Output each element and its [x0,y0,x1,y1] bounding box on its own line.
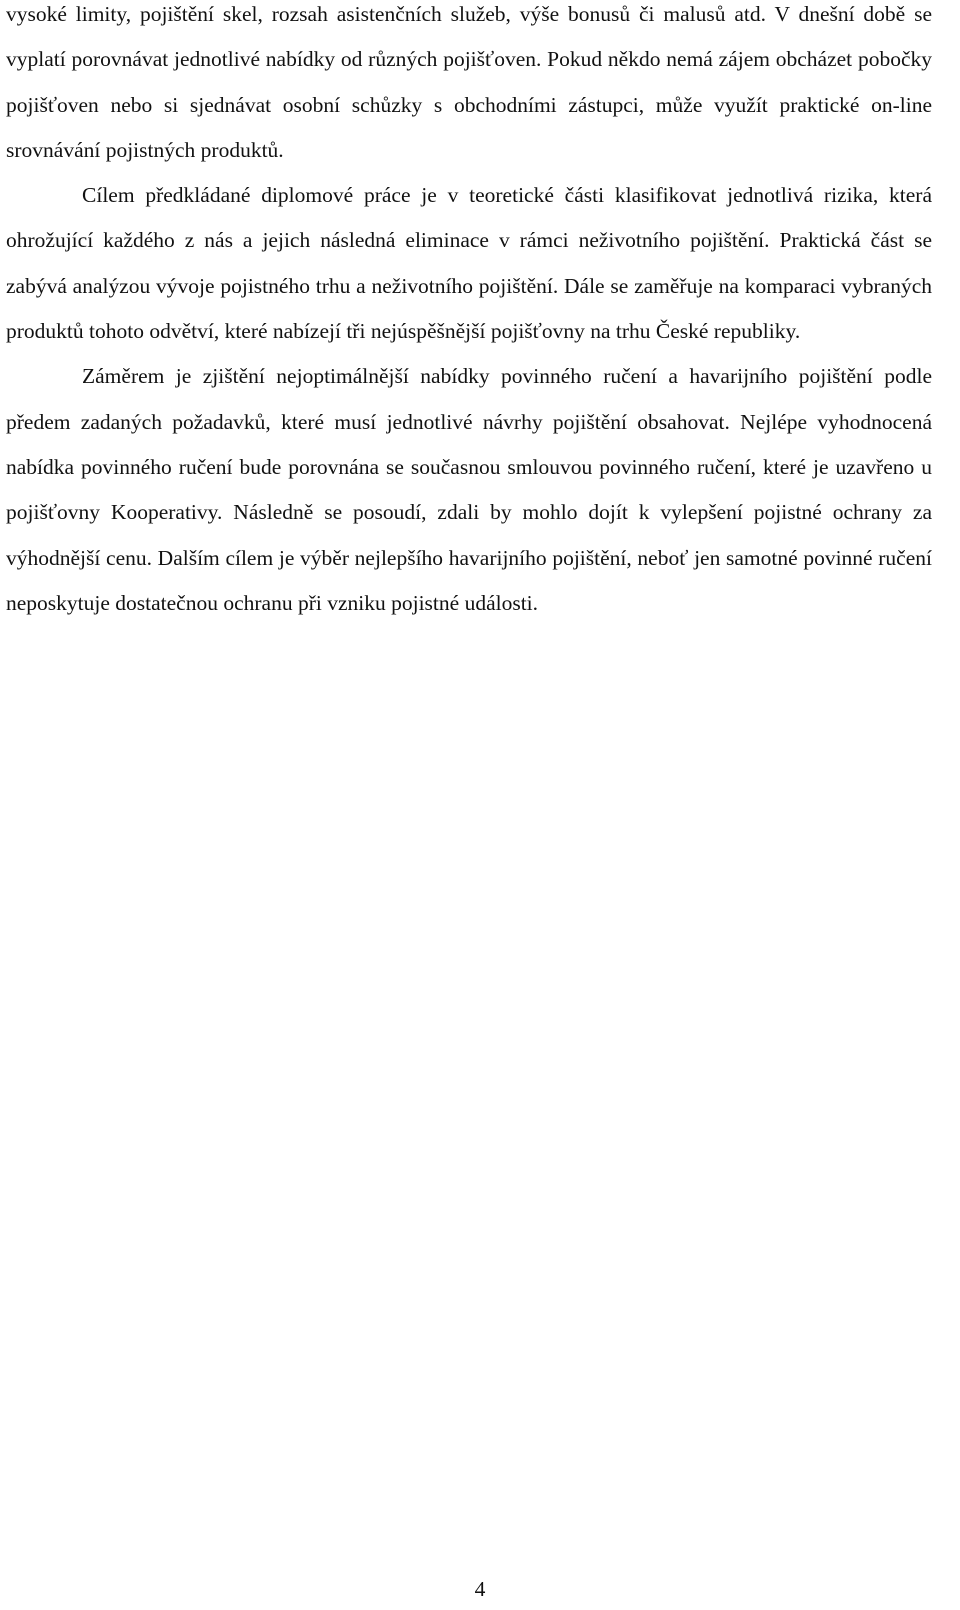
paragraph-continuation: vysoké limity, pojištění skel, rozsah asistenčních služeb, výše bonusů či malusů atd. V dnešní době se vyplatí porovnávat jednotlivé nabídky od různých pojišťoven. Pokud někdo nemá zájem obcházet pobočky pojišťoven nebo si sjednávat osobní schůzky s obchodními zástupci, může využít praktické on-line srovnávání pojistných produktů. [6,2,932,162]
paragraph-thesis-goal: Cílem předkládané diplomové práce je v teoretické části klasifikovat jednotlivá rizika, která ohrožující každého z nás a jejich následná eliminace v rámci neživotního pojištění. Praktická část se zabývá analýzou vývoje pojistného trhu a neživotního pojištění. Dále se zaměřuje na komparaci vybraných produktů tohoto odvětví, které nabízejí tři nejúspěšnější pojišťovny na trhu České republiky. [6,183,932,344]
page-number: 4 [474,1577,486,1601]
body-text [6,0,932,626]
paragraph-thesis-intent: Záměrem je zjištění nejoptimálnější nabídky povinného ručení a havarijního pojištění podle předem zadaných požadavků, které musí jednotlivé návrhy pojištění obsahovat. Nejlépe vyhodnocená nabídka povinného ručení bude porovnána se současnou smlouvou povinného ručení, které je uzavřeno u pojišťovny Kooperativy. Následně se posoudí, zdali by mohlo dojít k vylepšení pojistné ochrany za výhodnější cenu. Dalším cílem je výběr nejlepšího havarijního pojištění, neboť jen samotné povinné ručení neposkytuje dostatečnou ochranu při vzniku pojistné události. [6,364,932,615]
